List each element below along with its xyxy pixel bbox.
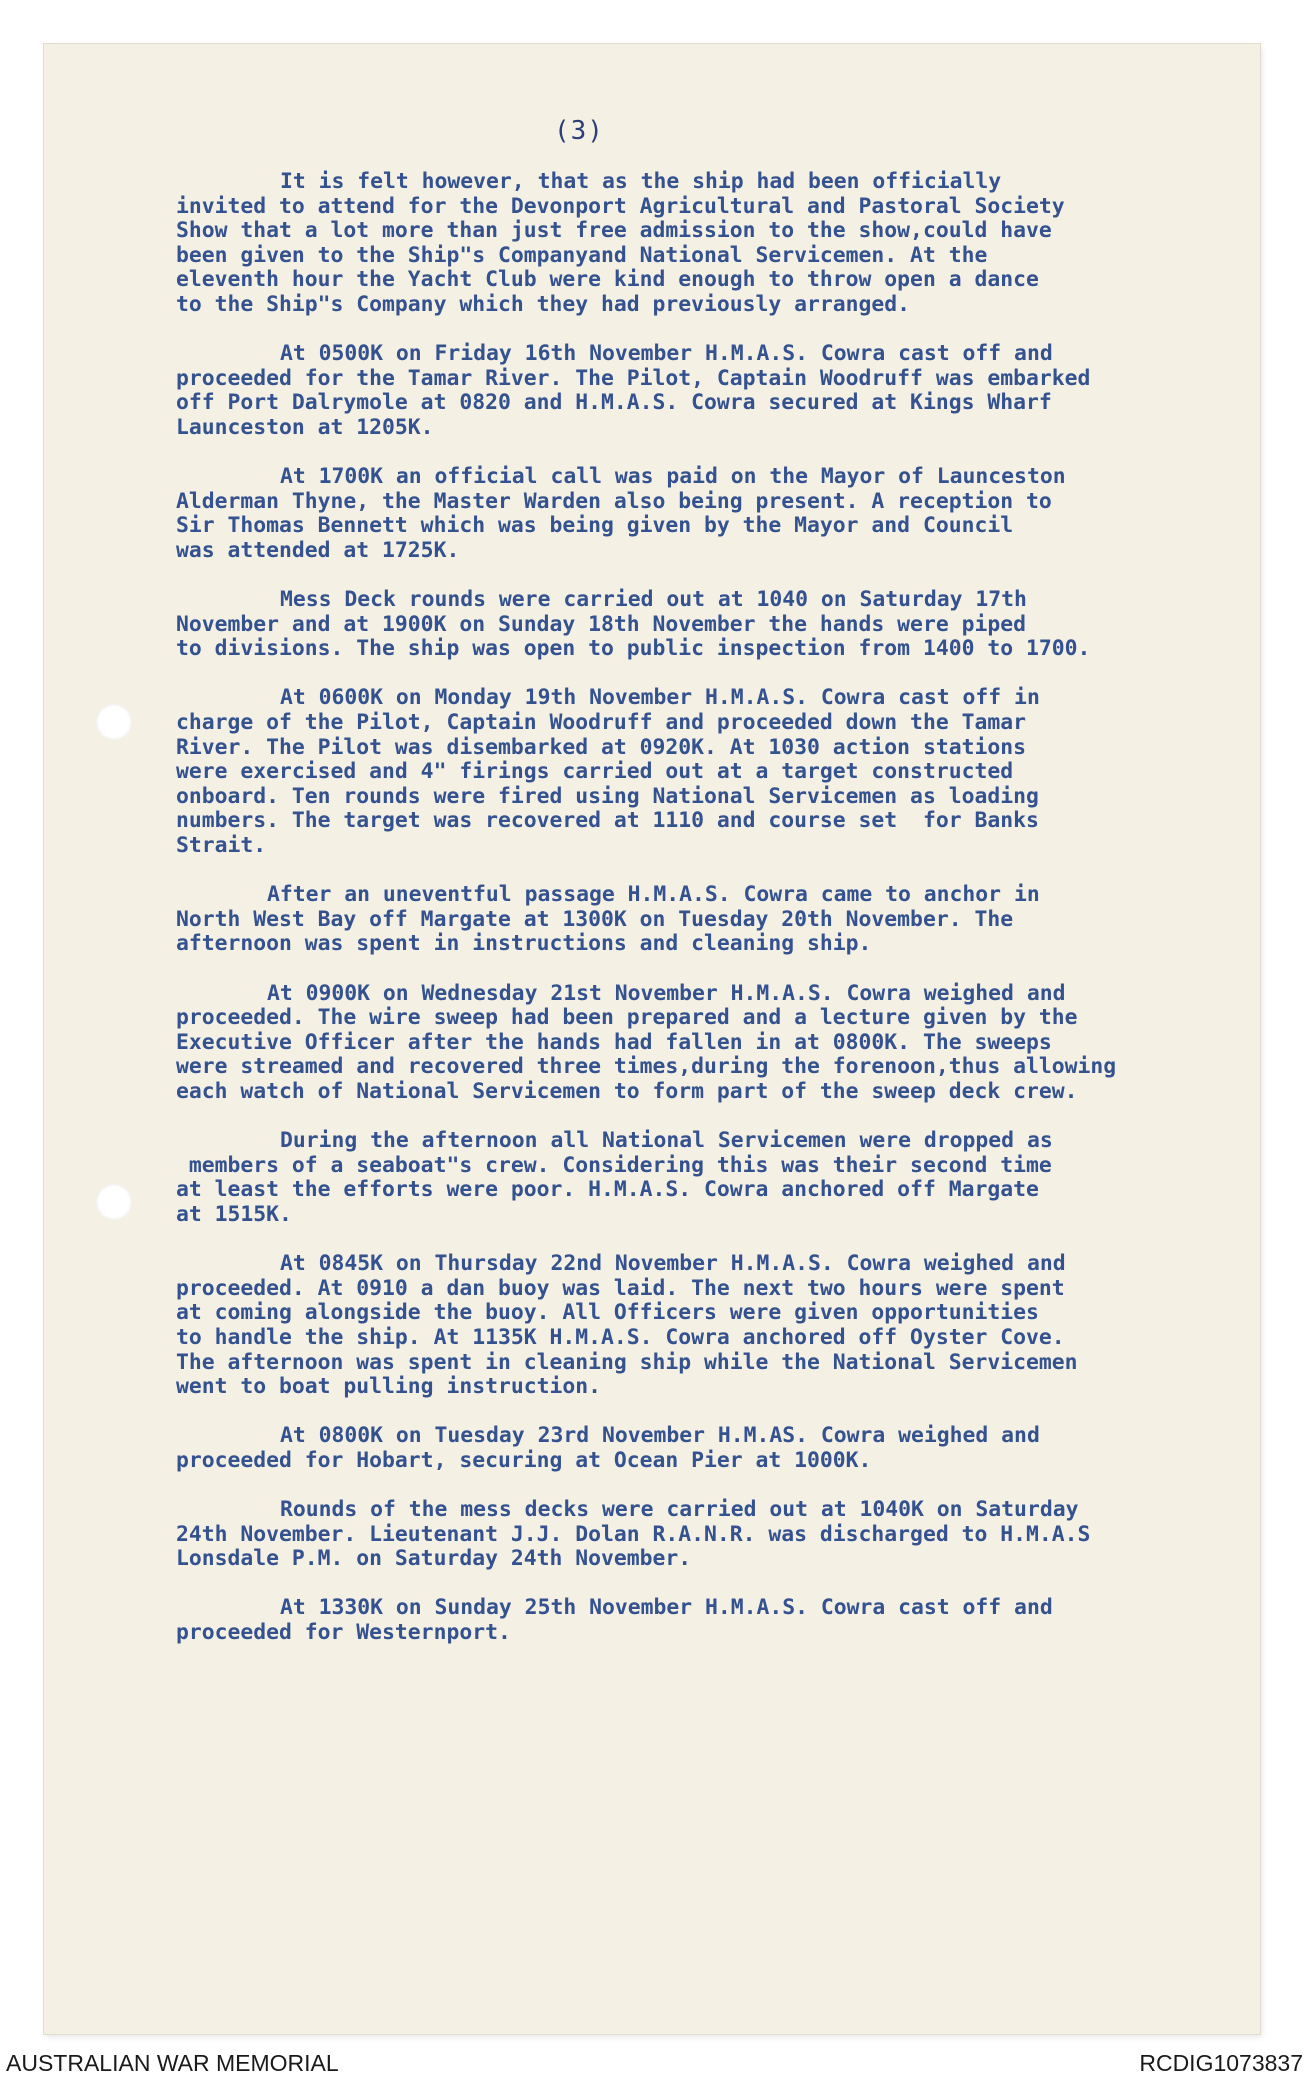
page-number: (3)	[554, 116, 604, 146]
text-line: At 1330K on Sunday 25th November H.M.A.S. Cowra cast off and	[280, 1595, 1053, 1621]
text-line: numbers. The target was recovered at 1110 and course set for Banks	[176, 808, 1039, 834]
text-line: The afternoon was spent in cleaning ship while the National Servicemen	[176, 1349, 1078, 1375]
punch-hole-lower	[96, 1184, 132, 1220]
text-line: At 0600K on Monday 19th November H.M.A.S. Cowra cast off in	[280, 685, 1040, 711]
text-line: onboard. Ten rounds were fired using National Servicemen as loading	[176, 783, 1039, 809]
text-line: It is felt however, that as the ship had been officially	[280, 169, 1002, 194]
paragraph	[176, 588, 1256, 662]
text-line: River. The Pilot was disembarked at 0920K. At 1030 action stations	[176, 734, 1026, 760]
punch-hole-upper	[96, 704, 132, 740]
text-line: at coming alongside the buoy. All Officers were given opportunities	[176, 1300, 1039, 1326]
text-line: members of a seaboat"s crew. Considering this was their second time	[176, 1152, 1052, 1178]
text-line: charge of the Pilot, Captain Woodruff and proceeded down the Tamar	[176, 710, 1026, 736]
text-line: been given to the Ship"s Companyand National Servicemen. At the	[176, 242, 988, 268]
paragraph	[176, 982, 1256, 1105]
text-line: to handle the ship. At 1135K H.M.A.S. Cowra anchored off Oyster Cove.	[176, 1324, 1065, 1350]
text-line: afternoon was spent in instructions and cleaning ship.	[176, 931, 872, 957]
text-line: proceeded for the Tamar River. The Pilot, Captain Woodruff was embarked	[176, 365, 1091, 391]
text-line: invited to attend for the Devonport Agricultural and Pastoral Society	[176, 193, 1065, 219]
text-line: At 0500K on Friday 16th November H.M.A.S. Cowra cast off and	[280, 341, 1053, 367]
paragraph	[176, 686, 1256, 858]
text-line: North West Bay off Margate at 1300K on Tuesday 20th November. The	[176, 906, 1014, 932]
text-line: November and at 1900K on Sunday 18th November the hands were piped	[176, 611, 1026, 637]
text-line: proceeded. The wire sweep had been prepared and a lecture given by the	[176, 1005, 1078, 1031]
text-line: Sir Thomas Bennett which was being given by the Mayor and Council	[176, 513, 1014, 539]
archive-footer	[0, 2046, 1311, 2082]
footer-institution: AUSTRALIAN WAR MEMORIAL	[6, 2050, 339, 2076]
text-line: each watch of National Servicemen to form part of the sweep deck crew.	[176, 1078, 1078, 1104]
paragraph	[176, 342, 1256, 440]
text-line: Lonsdale P.M. on Saturday 24th November.	[176, 1546, 692, 1572]
text-line: went to boat pulling instruction.	[176, 1374, 601, 1400]
document-body	[176, 170, 1256, 1670]
text-line: to divisions. The ship was open to public inspection from 1400 to 1700.	[176, 636, 1091, 662]
text-line: eleventh hour the Yacht Club were kind enough to throw open a dance	[176, 267, 1039, 293]
text-line: At 0800K on Tuesday 23rd November H.M.AS. Cowra weighed and	[280, 1423, 1040, 1449]
paragraph	[176, 883, 1256, 957]
text-line: Rounds of the mess decks were carried out at 1040K on Saturday	[280, 1497, 1079, 1523]
text-line: During the afternoon all National Servicemen were dropped as	[280, 1128, 1053, 1154]
text-line: At 1700K an official call was paid on the Mayor of Launceston	[280, 464, 1066, 490]
paragraph	[176, 170, 1256, 318]
paragraph	[176, 1252, 1256, 1400]
paragraph	[176, 465, 1256, 563]
paragraph	[176, 1129, 1256, 1227]
text-line: were streamed and recovered three times,during the forenoon,thus allowing	[176, 1054, 1117, 1080]
text-line: off Port Dalrymole at 0820 and H.M.A.S. Cowra secured at Kings Wharf	[176, 390, 1052, 416]
paragraph	[176, 1596, 1256, 1645]
text-line: After an uneventful passage H.M.A.S. Cowra came to anchor in	[267, 882, 1040, 908]
text-line: 24th November. Lieutenant J.J. Dolan R.A.N.R. was discharged to H.M.A.S	[176, 1521, 1091, 1547]
text-line: Alderman Thyne, the Master Warden also being present. A reception to	[176, 488, 1052, 514]
text-line: Executive Officer after the hands had fallen in at 0800K. The sweeps	[176, 1029, 1052, 1055]
footer-record-id: RCDIG1073837	[1139, 2050, 1303, 2076]
text-line: proceeded for Hobart, securing at Ocean Pier at 1000K.	[176, 1447, 872, 1473]
text-line: at 1515K.	[176, 1201, 292, 1227]
text-line: At 0900K on Wednesday 21st November H.M.A.S. Cowra weighed and	[267, 980, 1066, 1006]
text-line: were exercised and 4" firings carried out at a target constructed	[176, 759, 1014, 785]
text-line: to the Ship"s Company which they had previously arranged.	[176, 291, 911, 317]
paragraph	[176, 1498, 1256, 1572]
text-line: at least the efforts were poor. H.M.A.S. Cowra anchored off Margate	[176, 1177, 1039, 1203]
text-line: Show that a lot more than just free admission to the show,could have	[176, 218, 1052, 244]
text-line: proceeded. At 0910 a dan buoy was laid. The next two hours were spent	[176, 1275, 1065, 1301]
text-line: Launceston at 1205K.	[176, 414, 434, 440]
paragraph	[176, 1424, 1256, 1473]
text-line: Strait.	[176, 833, 267, 859]
text-line: At 0845K on Thursday 22nd November H.M.A.S. Cowra weighed and	[280, 1251, 1066, 1277]
text-line: proceeded for Westernport.	[176, 1620, 511, 1646]
text-line: Mess Deck rounds were carried out at 1040 on Saturday 17th	[280, 587, 1027, 613]
text-line: was attended at 1725K.	[176, 537, 460, 563]
